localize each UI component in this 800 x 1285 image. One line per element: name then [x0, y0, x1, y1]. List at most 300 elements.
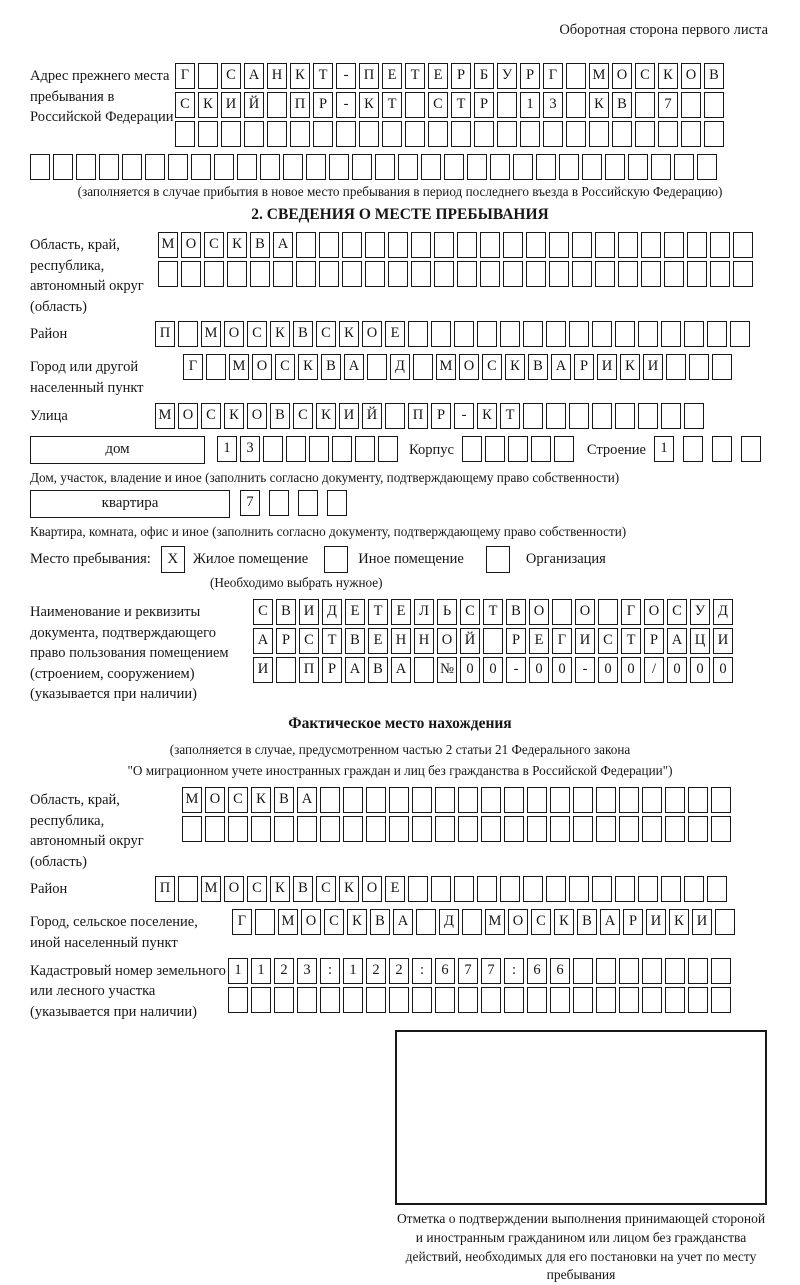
char-cell[interactable] [319, 232, 339, 258]
char-cell[interactable] [504, 987, 524, 1013]
char-cell[interactable]: 0 [667, 657, 687, 683]
char-cell[interactable]: С [460, 599, 480, 625]
char-cell[interactable] [641, 232, 661, 258]
char-cell[interactable] [343, 816, 363, 842]
char-cell[interactable]: Р [431, 403, 451, 429]
char-cell[interactable]: У [497, 63, 517, 89]
char-cell[interactable]: 6 [435, 958, 455, 984]
char-cell[interactable] [741, 436, 761, 462]
char-cell[interactable] [283, 154, 303, 180]
char-cell[interactable]: П [155, 321, 175, 347]
char-cell[interactable] [681, 92, 701, 118]
char-cell[interactable]: Г [183, 354, 203, 380]
char-cell[interactable] [263, 436, 283, 462]
char-cell[interactable]: И [253, 657, 273, 683]
char-cell[interactable]: С [175, 92, 195, 118]
char-cell[interactable] [572, 261, 592, 287]
char-cell[interactable]: В [345, 628, 365, 654]
char-cell[interactable] [428, 121, 448, 147]
char-cell[interactable] [642, 987, 662, 1013]
char-cell[interactable] [508, 436, 528, 462]
char-cell[interactable]: В [274, 787, 294, 813]
char-cell[interactable] [527, 987, 547, 1013]
char-cell[interactable]: И [221, 92, 241, 118]
char-cell[interactable] [707, 321, 727, 347]
char-cell[interactable]: К [359, 92, 379, 118]
char-cell[interactable]: Р [276, 628, 296, 654]
char-cell[interactable]: П [299, 657, 319, 683]
char-cell[interactable] [605, 154, 625, 180]
char-cell[interactable] [365, 261, 385, 287]
char-cell[interactable]: Г [543, 63, 563, 89]
char-cell[interactable]: 0 [529, 657, 549, 683]
char-cell[interactable] [500, 321, 520, 347]
char-cell[interactable]: К [198, 92, 218, 118]
char-cell[interactable] [405, 121, 425, 147]
char-cell[interactable]: - [506, 657, 526, 683]
char-cell[interactable]: Б [474, 63, 494, 89]
char-cell[interactable]: Й [362, 403, 382, 429]
char-cell[interactable] [704, 92, 724, 118]
char-cell[interactable] [559, 154, 579, 180]
char-cell[interactable] [688, 987, 708, 1013]
char-cell[interactable] [451, 121, 471, 147]
char-cell[interactable]: К [251, 787, 271, 813]
char-cell[interactable] [504, 816, 524, 842]
char-cell[interactable] [411, 232, 431, 258]
char-cell[interactable]: 7 [658, 92, 678, 118]
char-cell[interactable] [435, 787, 455, 813]
char-cell[interactable] [375, 154, 395, 180]
char-cell[interactable] [582, 154, 602, 180]
char-cell[interactable] [554, 436, 574, 462]
char-cell[interactable]: К [477, 403, 497, 429]
char-cell[interactable] [618, 261, 638, 287]
char-cell[interactable]: Р [474, 92, 494, 118]
char-cell[interactable] [543, 121, 563, 147]
char-cell[interactable]: И [575, 628, 595, 654]
char-cell[interactable] [413, 354, 433, 380]
char-cell[interactable] [536, 154, 556, 180]
char-cell[interactable] [712, 436, 732, 462]
char-cell[interactable]: И [692, 909, 712, 935]
char-cell[interactable] [421, 154, 441, 180]
char-cell[interactable] [665, 787, 685, 813]
char-cell[interactable]: М [158, 232, 178, 258]
char-cell[interactable] [733, 261, 753, 287]
char-cell[interactable]: В [276, 599, 296, 625]
char-cell[interactable]: С [201, 403, 221, 429]
char-cell[interactable] [573, 958, 593, 984]
char-cell[interactable] [711, 987, 731, 1013]
char-cell[interactable]: А [273, 232, 293, 258]
char-cell[interactable]: 0 [460, 657, 480, 683]
char-cell[interactable]: С [228, 787, 248, 813]
char-cell[interactable] [480, 261, 500, 287]
char-cell[interactable]: А [600, 909, 620, 935]
char-cell[interactable]: С [598, 628, 618, 654]
char-cell[interactable] [619, 816, 639, 842]
char-cell[interactable]: Й [244, 92, 264, 118]
char-cell[interactable] [661, 876, 681, 902]
char-cell[interactable]: 7 [458, 958, 478, 984]
char-cell[interactable] [255, 909, 275, 935]
char-cell[interactable] [573, 787, 593, 813]
char-cell[interactable] [628, 154, 648, 180]
char-cell[interactable]: И [299, 599, 319, 625]
char-cell[interactable]: Е [382, 63, 402, 89]
char-cell[interactable]: Р [623, 909, 643, 935]
char-cell[interactable] [661, 321, 681, 347]
char-cell[interactable] [306, 154, 326, 180]
char-cell[interactable]: Р [644, 628, 664, 654]
char-cell[interactable] [665, 987, 685, 1013]
char-cell[interactable]: С [247, 321, 267, 347]
char-cell[interactable]: О [362, 876, 382, 902]
char-cell[interactable]: К [227, 232, 247, 258]
char-cell[interactable] [715, 909, 735, 935]
char-cell[interactable]: / [644, 657, 664, 683]
char-cell[interactable] [168, 154, 188, 180]
char-cell[interactable] [359, 121, 379, 147]
char-cell[interactable]: Р [574, 354, 594, 380]
char-cell[interactable]: 3 [240, 436, 260, 462]
char-cell[interactable] [267, 121, 287, 147]
char-cell[interactable] [549, 232, 569, 258]
char-cell[interactable]: 1 [343, 958, 363, 984]
char-cell[interactable]: И [339, 403, 359, 429]
char-cell[interactable]: С [316, 321, 336, 347]
char-cell[interactable] [635, 121, 655, 147]
char-cell[interactable] [366, 987, 386, 1013]
char-cell[interactable]: О [437, 628, 457, 654]
char-cell[interactable] [365, 232, 385, 258]
char-cell[interactable]: В [612, 92, 632, 118]
char-cell[interactable] [569, 321, 589, 347]
char-cell[interactable] [710, 232, 730, 258]
char-cell[interactable] [615, 321, 635, 347]
char-cell[interactable] [481, 816, 501, 842]
char-cell[interactable] [687, 232, 707, 258]
char-cell[interactable] [523, 876, 543, 902]
char-cell[interactable] [635, 92, 655, 118]
char-cell[interactable] [327, 490, 347, 516]
char-cell[interactable] [205, 816, 225, 842]
char-cell[interactable] [523, 321, 543, 347]
char-cell[interactable]: О [529, 599, 549, 625]
char-cell[interactable] [619, 958, 639, 984]
char-cell[interactable] [550, 787, 570, 813]
char-cell[interactable]: С [316, 876, 336, 902]
char-cell[interactable]: Т [313, 63, 333, 89]
char-cell[interactable] [260, 154, 280, 180]
char-cell[interactable] [490, 154, 510, 180]
char-cell[interactable] [688, 816, 708, 842]
char-cell[interactable]: 0 [552, 657, 572, 683]
char-cell[interactable] [175, 121, 195, 147]
char-cell[interactable] [191, 154, 211, 180]
char-cell[interactable] [526, 232, 546, 258]
char-cell[interactable] [566, 63, 586, 89]
char-cell[interactable] [651, 154, 671, 180]
char-cell[interactable]: С [531, 909, 551, 935]
char-cell[interactable] [483, 628, 503, 654]
char-cell[interactable]: Д [322, 599, 342, 625]
char-cell[interactable]: Е [529, 628, 549, 654]
char-cell[interactable] [385, 403, 405, 429]
char-cell[interactable]: В [270, 403, 290, 429]
char-cell[interactable]: Т [500, 403, 520, 429]
char-cell[interactable] [389, 816, 409, 842]
char-cell[interactable]: 3 [543, 92, 563, 118]
char-cell[interactable]: О [362, 321, 382, 347]
char-cell[interactable] [366, 787, 386, 813]
char-cell[interactable]: У [690, 599, 710, 625]
char-cell[interactable] [711, 787, 731, 813]
char-cell[interactable]: М [485, 909, 505, 935]
char-cell[interactable]: Т [405, 63, 425, 89]
char-cell[interactable] [527, 816, 547, 842]
char-cell[interactable]: С [428, 92, 448, 118]
char-cell[interactable] [549, 261, 569, 287]
char-cell[interactable] [485, 436, 505, 462]
char-cell[interactable] [546, 321, 566, 347]
char-cell[interactable] [297, 816, 317, 842]
char-cell[interactable]: С [253, 599, 273, 625]
char-cell[interactable]: О [612, 63, 632, 89]
char-cell[interactable] [642, 958, 662, 984]
char-cell[interactable]: М [182, 787, 202, 813]
char-cell[interactable]: К [316, 403, 336, 429]
char-cell[interactable]: С [667, 599, 687, 625]
char-cell[interactable]: : [412, 958, 432, 984]
char-cell[interactable] [619, 987, 639, 1013]
char-cell[interactable] [434, 232, 454, 258]
char-cell[interactable]: К [339, 876, 359, 902]
char-cell[interactable] [389, 987, 409, 1013]
char-cell[interactable] [497, 121, 517, 147]
char-cell[interactable] [596, 987, 616, 1013]
char-cell[interactable] [595, 261, 615, 287]
char-cell[interactable] [704, 121, 724, 147]
char-cell[interactable]: 1 [217, 436, 237, 462]
char-cell[interactable] [416, 909, 436, 935]
char-cell[interactable]: К [298, 354, 318, 380]
char-cell[interactable] [710, 261, 730, 287]
char-cell[interactable] [569, 403, 589, 429]
char-cell[interactable] [367, 354, 387, 380]
char-cell[interactable] [598, 599, 618, 625]
char-cell[interactable] [527, 787, 547, 813]
char-cell[interactable] [733, 232, 753, 258]
char-cell[interactable] [458, 787, 478, 813]
char-cell[interactable]: О [178, 403, 198, 429]
char-cell[interactable]: К [669, 909, 689, 935]
char-cell[interactable] [405, 92, 425, 118]
char-cell[interactable] [228, 816, 248, 842]
char-cell[interactable]: Н [391, 628, 411, 654]
char-cell[interactable] [444, 154, 464, 180]
char-cell[interactable]: М [155, 403, 175, 429]
char-cell[interactable] [513, 154, 533, 180]
char-cell[interactable] [178, 321, 198, 347]
char-cell[interactable] [500, 876, 520, 902]
char-cell[interactable]: О [181, 232, 201, 258]
char-cell[interactable] [414, 657, 434, 683]
char-cell[interactable]: Г [552, 628, 572, 654]
char-cell[interactable]: В [368, 657, 388, 683]
char-cell[interactable] [198, 121, 218, 147]
char-cell[interactable]: 7 [481, 958, 501, 984]
char-cell[interactable] [297, 987, 317, 1013]
char-cell[interactable]: Е [385, 321, 405, 347]
char-cell[interactable]: Т [368, 599, 388, 625]
char-cell[interactable] [665, 958, 685, 984]
char-cell[interactable] [237, 154, 257, 180]
char-cell[interactable]: Т [382, 92, 402, 118]
char-cell[interactable] [481, 787, 501, 813]
char-cell[interactable] [251, 987, 271, 1013]
char-cell[interactable]: Л [414, 599, 434, 625]
char-cell[interactable] [550, 816, 570, 842]
char-cell[interactable] [688, 958, 708, 984]
char-cell[interactable]: С [299, 628, 319, 654]
char-cell[interactable]: И [597, 354, 617, 380]
char-cell[interactable]: М [229, 354, 249, 380]
char-cell[interactable] [477, 876, 497, 902]
char-cell[interactable]: К [270, 321, 290, 347]
char-cell[interactable]: О [224, 876, 244, 902]
char-cell[interactable]: С [247, 876, 267, 902]
char-cell[interactable]: И [643, 354, 663, 380]
char-cell[interactable] [572, 232, 592, 258]
char-cell[interactable] [684, 403, 704, 429]
char-cell[interactable] [612, 121, 632, 147]
char-cell[interactable]: С [221, 63, 241, 89]
char-cell[interactable] [462, 436, 482, 462]
char-cell[interactable]: Т [621, 628, 641, 654]
char-cell[interactable]: М [201, 321, 221, 347]
char-cell[interactable] [497, 92, 517, 118]
char-cell[interactable] [477, 321, 497, 347]
char-cell[interactable]: М [278, 909, 298, 935]
char-cell[interactable]: Н [267, 63, 287, 89]
char-cell[interactable] [566, 121, 586, 147]
char-cell[interactable] [145, 154, 165, 180]
char-cell[interactable] [642, 816, 662, 842]
char-cell[interactable] [408, 321, 428, 347]
char-cell[interactable] [474, 121, 494, 147]
char-cell[interactable] [273, 261, 293, 287]
char-cell[interactable] [342, 261, 362, 287]
char-cell[interactable]: № [437, 657, 457, 683]
char-cell[interactable] [596, 787, 616, 813]
char-cell[interactable]: О [205, 787, 225, 813]
char-cell[interactable] [458, 816, 478, 842]
char-cell[interactable]: П [290, 92, 310, 118]
char-cell[interactable] [552, 599, 572, 625]
char-cell[interactable] [269, 490, 289, 516]
char-cell[interactable] [30, 154, 50, 180]
char-cell[interactable] [332, 436, 352, 462]
char-cell[interactable] [546, 403, 566, 429]
char-cell[interactable]: И [713, 628, 733, 654]
char-cell[interactable]: Е [368, 628, 388, 654]
char-cell[interactable]: 2 [389, 958, 409, 984]
char-cell[interactable]: К [224, 403, 244, 429]
char-cell[interactable] [689, 354, 709, 380]
char-cell[interactable] [412, 787, 432, 813]
char-cell[interactable] [481, 987, 501, 1013]
char-cell[interactable]: К [270, 876, 290, 902]
char-cell[interactable] [664, 232, 684, 258]
char-cell[interactable]: П [408, 403, 428, 429]
char-cell[interactable] [388, 261, 408, 287]
char-cell[interactable] [697, 154, 717, 180]
char-cell[interactable] [595, 232, 615, 258]
char-cell[interactable] [435, 816, 455, 842]
char-cell[interactable] [320, 816, 340, 842]
char-cell[interactable]: П [155, 876, 175, 902]
char-cell[interactable]: Д [713, 599, 733, 625]
char-cell[interactable]: - [336, 92, 356, 118]
char-cell[interactable]: С [482, 354, 502, 380]
char-cell[interactable]: 0 [621, 657, 641, 683]
char-cell[interactable]: В [370, 909, 390, 935]
char-cell[interactable]: А [344, 354, 364, 380]
char-cell[interactable] [467, 154, 487, 180]
char-cell[interactable] [615, 876, 635, 902]
char-cell[interactable] [53, 154, 73, 180]
char-cell[interactable] [355, 436, 375, 462]
char-cell[interactable]: 0 [690, 657, 710, 683]
char-cell[interactable] [329, 154, 349, 180]
char-cell[interactable] [411, 261, 431, 287]
char-cell[interactable]: К [554, 909, 574, 935]
char-cell[interactable] [638, 876, 658, 902]
char-cell[interactable] [520, 121, 540, 147]
char-cell[interactable]: К [658, 63, 678, 89]
char-cell[interactable]: В [506, 599, 526, 625]
char-cell[interactable]: Т [483, 599, 503, 625]
char-cell[interactable] [206, 354, 226, 380]
char-cell[interactable]: Г [175, 63, 195, 89]
char-cell[interactable]: В [577, 909, 597, 935]
char-cell[interactable]: К [620, 354, 640, 380]
char-cell[interactable]: А [244, 63, 264, 89]
char-cell[interactable] [343, 987, 363, 1013]
char-cell[interactable]: 6 [527, 958, 547, 984]
char-cell[interactable] [658, 121, 678, 147]
char-cell[interactable]: М [589, 63, 609, 89]
char-cell[interactable] [526, 261, 546, 287]
char-cell[interactable]: Н [414, 628, 434, 654]
char-cell[interactable] [388, 232, 408, 258]
char-cell[interactable] [550, 987, 570, 1013]
char-cell[interactable]: 3 [297, 958, 317, 984]
char-cell[interactable]: В [704, 63, 724, 89]
char-cell[interactable] [412, 987, 432, 1013]
char-cell[interactable] [435, 987, 455, 1013]
char-cell[interactable] [198, 63, 218, 89]
char-cell[interactable] [711, 958, 731, 984]
char-cell[interactable]: А [551, 354, 571, 380]
char-cell[interactable]: Р [506, 628, 526, 654]
char-cell[interactable] [642, 787, 662, 813]
char-cell[interactable] [665, 816, 685, 842]
char-cell[interactable] [462, 909, 482, 935]
char-cell[interactable]: О [575, 599, 595, 625]
